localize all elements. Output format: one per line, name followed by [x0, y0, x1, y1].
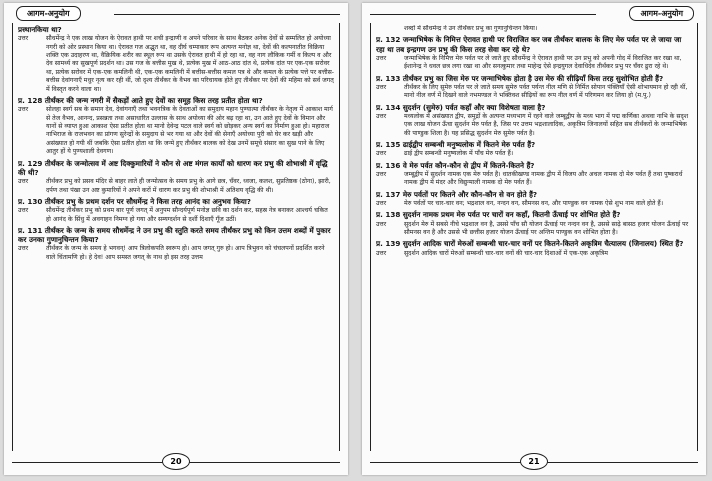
- question-138: प्र. 138 सुदर्शन नामक प्रथम मेरु पर्वत पर चारों वन कहाँ, कितनी ऊँचाई पर शोभित होते हैं?: [376, 210, 621, 220]
- question-131: प्र. 131 तीर्थंकर के जन्म के समय सौधर्मेन्द्र ने उन प्रभु की स्तुति करते समय तीर्थंकर प्रभु को किन उत्तम शब्दों में पुकार कर उनका गुणानुचिन्तन किया?: [18, 225, 331, 245]
- answer-label: उत्तर: [18, 106, 29, 114]
- question-128: प्र. 128 तीर्थंकर की जन्म नगरी में सैकड़ों आते हुए देवों का समूह किस तरह प्रतीत होता था?: [18, 96, 263, 106]
- answer-129: [18, 178, 334, 195]
- answer-135: [376, 150, 692, 158]
- left-a1: [18, 35, 334, 94]
- answer-138-text: सुदर्शन मेरु में सबसे नीचे भद्रशाल वन है, उससे पाँच सौ योजन ऊँचाई पर नन्दन वन है, उससे साढ़े बासठ हजार योजन ऊँचाई पर सौमनस वन है और उससे भी छत्तीस हजार योजन ऊँचाई पर अन्तिम पाण्डुक वन शोभित होता है।: [404, 220, 689, 236]
- answer-132-text: जन्माभिषेक के निमित्त मेरु पर्वत पर ले जाते हुए सौधर्मेन्द्र ने ऐरावत हाथी पर उन प्रभु को अपनी गोद में विराजित कर रखा था, ईशानेन्द्र ने धवल छत्र लगा रखा था और सनत्कुमार तथा माहेन्द्र ऐसे इन्द्रयुगल देवाधिदेव तीर्थंकर प्रभु पर चँवर ढुरा रहे थे।: [404, 54, 682, 71]
- answer-label: उत्तर: [18, 178, 29, 186]
- answer-label: उत्तर: [376, 112, 387, 120]
- left-a1-text: सौधर्मेन्द्र ने एक लाख योजन के ऐरावत हाथी पर शची इन्द्राणी व अपने परिवार के साथ बैठकर अनेक देवों से सम्मलित हो अयोध्या नगरी को ओर प्रस्थान किया था। ऐरावत गज अद्भुत था, वह दीर्घ चम्पाकार रूप अत्यन्त मनोज्ञ था, देवों की कल्पनातीत विक्रिया शक्ति एक उदाहरण था, वैक्रियिक शरीर का स्थूल रूप था उसके ऐरावत हाथी में हो रहा था, वह नाग लौकिक गर्मी व किल्प व और देव सामर्थ्य का सुखपूर्ण प्रदर्शन था। उस गज के बत्तीस मुख थे, प्रत्येक मुख में आठ-आठ दांत थे, प्रत्येक दांत पर एक-एक सरोवर था, प्रत्येक सरोवर में एक-एक कमलिनी थी, एक-एक कमलिनी में बत्तीस-बत्तीस कमल पत्र थे और कमल के प्रत्येक पत्ते पर बत्तीस-बत्तीस देवांगनाएँ मधुर नृत्य कर रही थीं, जो दृश्य तीर्थंकर के वैभव का परिचायक होते हुए तीर्थंकर पर देवों की महिमा को सर्व जगत् में विस्तृत करने वाला था।: [46, 35, 334, 93]
- answer-label: उत्तर: [376, 83, 387, 91]
- left-page: [4, 3, 348, 475]
- answer-label: उत्तर: [376, 170, 387, 178]
- answer-130-text: सौधर्मेन्द्र तीर्थंकर प्रभु को प्रथम बार पूर्ण जगत् में अनुपम सौन्दर्यपूर्ण मनोज्ञ छवि का दर्शन कर, सहस्र नेत्र बनाकर आश्चर्य चकित हो आनंद के सिंधु में अवगाहन निमग्न हो गया और सम्यग्दर्शन से दर्शी दिशाएँ गूँज उठीं।: [46, 207, 328, 223]
- answer-132: [376, 55, 692, 72]
- answer-label: उत्तर: [18, 245, 29, 253]
- question-137: प्र. 137 मेरु पर्वतों पर कितने और कौन-कौन से वन होते हैं?: [376, 189, 538, 199]
- question-133: प्र. 133 तीर्थंकर प्रभु का जिस मेरु पर जन्माभिषेक होता है उस मेरु की सीढ़ियाँ किस तरह सुशोभित होती हैं?: [376, 73, 664, 83]
- answer-137: [376, 200, 692, 208]
- left-running-header: आगम-अनुयोग: [16, 6, 81, 21]
- right-header-rule: [370, 14, 596, 15]
- answer-136: [376, 171, 692, 188]
- answer-label: उत्तर: [376, 249, 387, 257]
- right-page-number: 21: [520, 453, 548, 470]
- question-134: प्र. 134 सुदर्शन (सुमेरु) पर्वत कहाँ और क्या विशेषता वाला है?: [376, 102, 546, 112]
- right-page-content: [376, 25, 692, 445]
- answer-137-text: मेरु पर्वतों पर चार-चार वन; भद्रशाल वन, नन्दन वन, सौमनस वन, और पाण्डुक वन नामक ऐसे शुभ नाम वाले होते हैं।: [404, 199, 664, 207]
- answer-129-text: तीर्थंकर प्रभु को प्रसव मंदिर से बाहर लाते ही जन्मोत्सव के समय प्रभु के आगे छत्र, चँवर, ध्वजा, कलश, सुप्रतिष्ठक (ठोना), झारी, दर्पण तथा पंखा उन अष्ट कुमारियों ने अपने करों में धारण कर प्रभु की शोभाश्री में अतिशय वृद्धि की थी।: [46, 178, 331, 194]
- answer-131: [18, 245, 334, 262]
- left-header-rule: [114, 14, 340, 15]
- answer-139: [376, 250, 692, 258]
- question-132: प्र. 132 जन्माभिषेक के निमित्त ऐरावत हाथी पर विराजित कर जब तीर्थंकर बालक के लिए मेरु पर्वत पर ले जाया जा रहा था तब इन्द्रगण उन प्रभु की किस तरह सेवा कर रहे थे?: [376, 35, 682, 54]
- answer-label: उत्तर: [376, 150, 387, 158]
- answer-130: [18, 207, 334, 224]
- question-139: प्र. 139 सुदर्शन आदिक चारों मेरुओं सम्बन्धी चार-चार वनों पर कितने-कितने अकृत्रिम चैत्यालय (जिनालय) स्थित हैं?: [376, 239, 684, 249]
- answer-131-text: तीर्थंकर के जन्म के समय हे भगवन्! आप त्रिलोकपति स्वरूप हो। आप जगत् गुरु हो। आप त्रिभुवन को चंचलपनों प्रदर्शित करने वाले चिंतामणि हो। हे देव! आप समस्त जगत् के नाथ हो इस तरह उत्तम: [46, 245, 325, 261]
- question-129: प्र. 129 तीर्थंकर के जन्मोत्सव में अष्ट दिक्कुमारियों ने कौन से अष्ट मंगल कार्यों को धारण कर प्रभु की शोभाश्री में वृद्धि की थी?: [18, 158, 328, 177]
- answer-134: [376, 113, 692, 138]
- question-130: प्र. 130 तीर्थंकर प्रभु के प्रथम दर्शन पर सौधर्मेन्द्र ने किस तरह आनंद का अनुभव किया?: [18, 196, 251, 206]
- answer-135-text: ढाई द्वीप सम्बन्धी मनुष्यलोक में पाँच मेरु पर्वत हैं।: [404, 150, 514, 158]
- right-page: [362, 3, 706, 475]
- answer-139-text: सुदर्शन आदिक चारों मेरुओं सम्बन्धी चार-चार वनों की चार-चार दिशाओं में एक-एक अकृत्रिम: [404, 249, 608, 257]
- question-136: प्र. 136 वे मेरु पर्वत कौन-कौन से द्वीप में कितने-कितने हैं?: [376, 160, 535, 170]
- answer-133: [376, 84, 692, 101]
- left-page-number: 20: [162, 453, 190, 470]
- answer-label: उत्तर: [376, 199, 387, 207]
- answer-128: [18, 106, 334, 156]
- answer-label: उत्तर: [18, 35, 29, 43]
- left-q1-title: प्रस्थानकिया था?: [18, 25, 62, 34]
- right-running-header: आगम-अनुयोग: [629, 6, 694, 21]
- answer-label: उत्तर: [376, 54, 387, 62]
- question-135: प्र. 135 ढाईद्वीप सम्बन्धी मनुष्यलोक में कितने मेरु पर्वत हैं?: [376, 140, 536, 150]
- answer-128-text: सोलहा स्वर्ग सब के समान देव, देवांगनाएँ तथा भवनत्रिक के देवताओं का समुदाय महान पुण्यात्मा तीर्थंकर के नेतृत्व में आकाश मार्ग से तेज वैभव, आनन्द, प्रसन्नता तथा असाधारित उल्लास के साथ अयोध्या की ओर बढ़ रहा था, उन आते हुए देवों के विमान और यानों से व्याप्त हुआ आकाश ऐसा प्रतीत होता था मानो देवेन्द्र पटल वाले स्वर्ग को छोड़कर अन्य स्वर्ग का निर्माण हुआ हो। महाराज नाभिराज के राजभवन का प्रांगण सुरेन्द्रों के समुदाय से भर गया था और देवों की सेनाएँ अयोध्या पुरी को घेर कर खड़ी और असंख्यात हो गयी थीं जबकि ऐसा प्रतीत होता था कि जन्मे हुए तीर्थंकर बालक को देख उनमें समूचे संसार का सुख पाने के लिए आतुर हों ये पुण्यशाली देवगण।: [46, 106, 333, 156]
- answer-133-text: तीर्थंकर के लिए सुमेरु पर्वत पर ले जाते समय सुमेरु पर्वत पर्यन्त नील मणि से निर्मित सोपान पंक्तियाँ ऐसी शोभायमान हो रही थीं, मानो नील वर्ण में दिखने वाले नभमण्डल ने भक्तिवश सीढ़ियों का रूप नील वर्ण में परिणमन कर लिया हो (म.पु.): [404, 83, 688, 100]
- answer-label: उत्तर: [376, 220, 387, 228]
- left-page-content: [18, 25, 334, 445]
- answer-134-text: मध्यलोक में असंख्यात द्वीप, समुद्रों के अत्यन्त मध्यभाग में रहने वाले जम्बूद्वीप के मध्य भाग में पद्म कर्णिका अथवा नाभि के सदृश एक लाख योजन ऊँचा सुदर्शन मेरु पर्वत है, जिस पर उत्तम भद्रशालादिक, अकृत्रिम जिनालयों सहित सब तीर्थंकरों के जन्माभिषेक की पाण्डुक शिला है। यह प्रसिद्ध सुदर्शन मेरु सुमेरु पर्वत है।: [404, 112, 689, 137]
- right-continued-text: शब्दों में सौधर्मेन्द्र ने उन तीर्थंकर प्रभु का गुणानुचिन्तन किया।: [404, 25, 538, 32]
- answer-label: उत्तर: [18, 207, 29, 215]
- answer-136-text: जम्बूद्वीप में सुदर्शन नामक एक मेरु पर्वत है। धातकीखण्ड नामक द्वीप में विजय और अचल नामक दो मेरु पर्वत हैं तथा पुष्करार्ध नामक द्वीप में मंदर और विद्युन्माली नामक दो मेरु पर्वत हैं।: [404, 170, 683, 187]
- answer-138: [376, 221, 692, 238]
